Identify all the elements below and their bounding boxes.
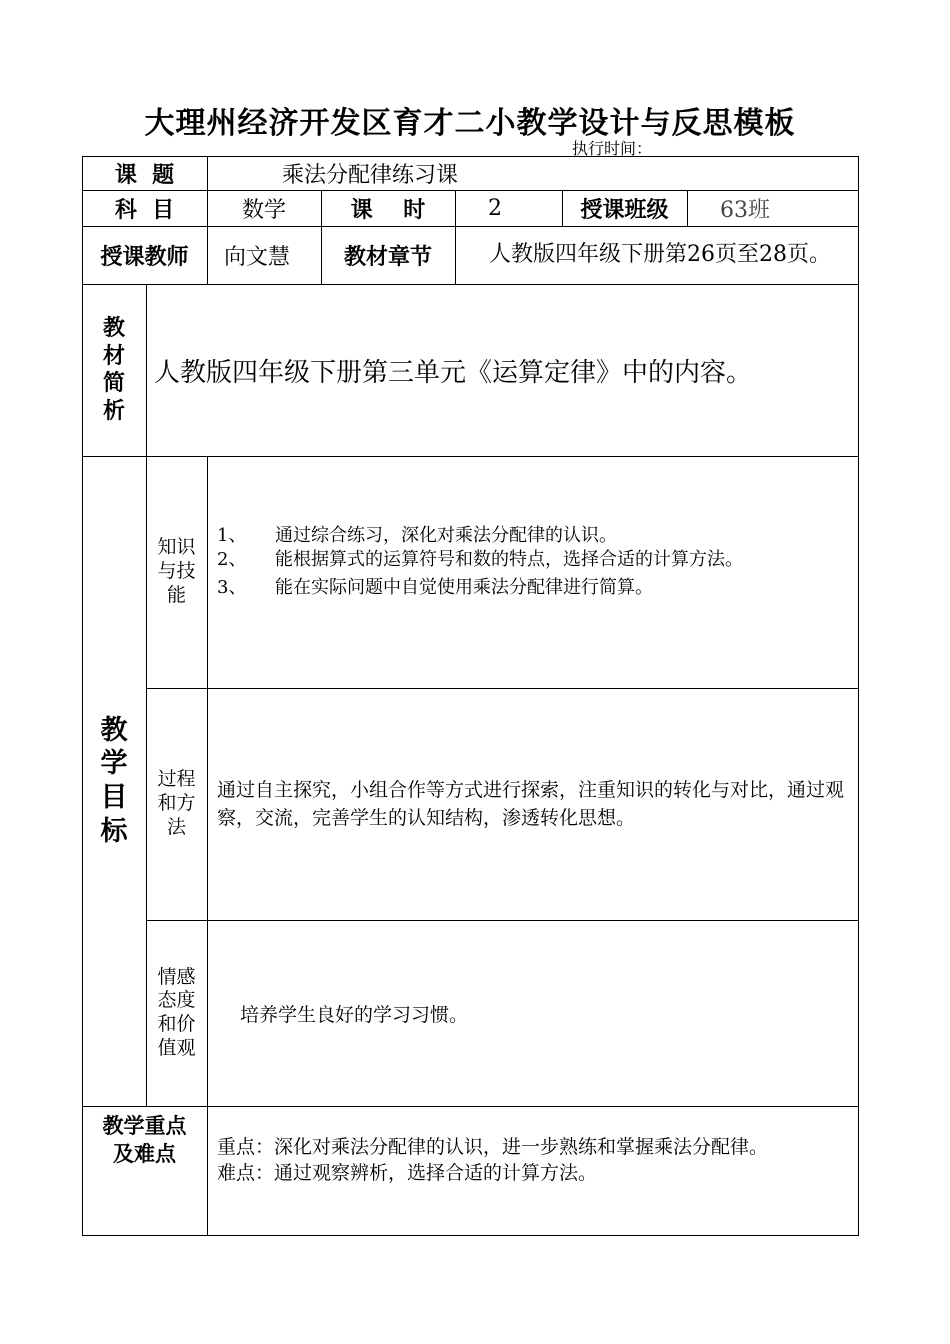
key-point-text: 重点：深化对乘法分配律的认识，进一步熟练和掌握乘法分配律。 [217, 1136, 769, 1158]
class-value: 63班 [720, 197, 770, 223]
execution-time-label: 执行时间： [572, 139, 653, 158]
subject-label: 科 目 [114, 196, 175, 223]
list-item-text: 通过综合练习，深化对乘法分配律的认识。 [275, 525, 617, 546]
page-title: 大理州经济开发区育才二小教学设计与反思模板 [144, 106, 796, 141]
list-item-number: 3、 [217, 577, 247, 598]
topic-label: 课 题 [114, 161, 175, 188]
key-points-label [82, 1112, 207, 1168]
goals-label-char: 目 [100, 782, 128, 813]
analysis-label-char: 教 [102, 315, 125, 341]
difficulty-text: 难点：通过观察辨析，选择合适的计算方法。 [217, 1162, 598, 1184]
emotion-text: 培养学生良好的学习习惯。 [240, 1003, 469, 1026]
chapter-label: 教材章节 [343, 243, 432, 270]
knowledge-label-line: 与技 [157, 560, 196, 583]
analysis-label-char: 简 [102, 370, 125, 396]
list-item-number: 2、 [217, 549, 247, 570]
process-label [146, 688, 207, 920]
row-divider [82, 1106, 859, 1107]
emotion-label [146, 920, 207, 1106]
process-label-line: 和方 [157, 792, 196, 815]
chapter-value: 人教版四年级下册第26页至28页。 [489, 242, 831, 267]
knowledge-list [217, 524, 837, 600]
emotion-label-line: 情感 [157, 965, 196, 988]
analysis-label-char: 材 [102, 342, 125, 369]
list-item-text: 能根据算式的运算符号和数的特点，选择合适的计算方法。 [275, 549, 743, 570]
teacher-value: 向文慧 [223, 244, 290, 270]
knowledge-label [146, 456, 207, 688]
list-item [217, 548, 837, 572]
teacher-label: 授课教师 [100, 243, 189, 270]
topic-value: 乘法分配律练习课 [282, 162, 459, 188]
list-item-text: 能在实际问题中自觉使用乘法分配律进行简算。 [275, 577, 653, 598]
process-label-line: 法 [166, 815, 186, 838]
subject-value: 数学 [241, 197, 286, 223]
period-value: 2 [488, 195, 502, 221]
analysis-value: 人教版四年级下册第三单元《运算定律》中的内容。 [154, 357, 753, 388]
analysis-label [82, 284, 146, 456]
emotion-label-line: 值观 [157, 1036, 196, 1059]
list-item [217, 524, 837, 548]
goals-label-char: 教 [100, 714, 128, 746]
column-divider [455, 190, 456, 284]
key-points-label-line: 教学重点 [102, 1113, 187, 1138]
knowledge-label-line: 能 [166, 583, 186, 606]
list-item-number: 1、 [217, 525, 247, 546]
process-text: 通过自主探究，小组合作等方式进行探索，注重知识的转化与对比，通过观察，交流，完善学生的认知结构，渗透转化思想。 [217, 779, 845, 829]
class-label: 授课班级 [580, 196, 669, 223]
goals-label-char: 学 [100, 748, 128, 780]
key-points-label-line: 及难点 [113, 1141, 176, 1166]
process-label-line: 过程 [157, 768, 196, 791]
list-item [217, 576, 837, 600]
goals-label-char: 标 [100, 815, 128, 847]
period-label: 课 时 [350, 196, 426, 223]
emotion-label-line: 态度 [157, 989, 196, 1012]
column-divider [207, 456, 208, 1106]
column-divider [207, 1106, 208, 1236]
key-points-content [217, 1134, 827, 1186]
column-divider [687, 190, 688, 226]
analysis-label-char: 析 [102, 397, 125, 424]
goals-label [82, 456, 146, 1106]
emotion-label-line: 和价 [157, 1013, 196, 1035]
knowledge-label-line: 知识 [157, 536, 196, 559]
